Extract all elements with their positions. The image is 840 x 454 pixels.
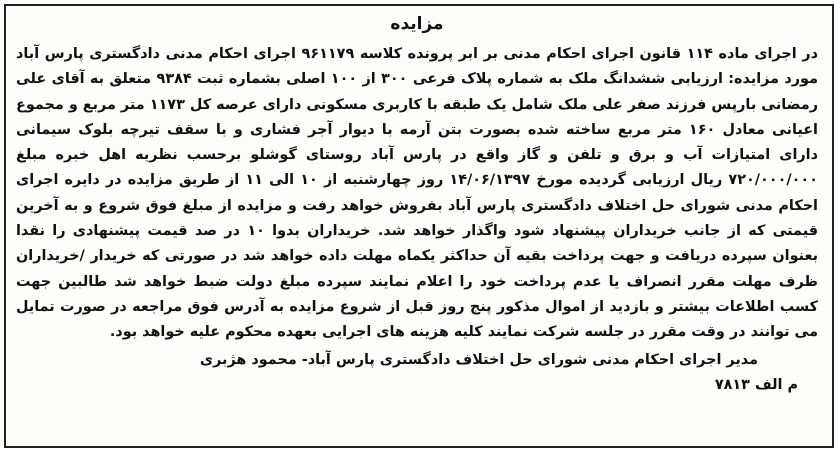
auction-notice xyxy=(4,4,834,448)
notice-body: در اجرای ماده ۱۱۴ قانون اجرای احکام مدنی بر ابر پرونده کلاسه ۹۶۱۱۷۹ اجرای احکام مدنی دادگستری پارس آباد مورد مزایده: ارزیابی ششدانگ ملک به شماره پلاک فرعی ۳۰۰ از ۱۰۰ اصلی بشماره ثبت ۹۳۸۴ متعلق به آقای علی رمضانی بارپس فرزند صفر علی ملک شامل یک طبقه با کاربری مسکونی دارای عرصه کل ۱۱۷۳ متر مربع و مجموع اعیانی معادل ۱۶۰ متر مربع ساخته شده بصورت بتن آرمه با دیوار آجر فشاری و با سقف تیرچه بلوک سیمانی دارای امتیازات آب و برق و تلفن و گاز واقع در پارس آباد روستای گوشلو برحسب نظریه اهل خبره مبلغ ۷۲۰/۰۰۰/۰۰۰ ریال ارزیابی گردیده مورخ ۱۴/۰۶/۱۳۹۷ روز چهارشنبه از ۱۰ الی ۱۱ از طریق مزایده در دایره اجرای احکام مدنی شورای حل اختلاف دادگستری پارس آباد بفروش خواهد رفت و مزایده از مبلغ فوق شروع و به آخرین قیمتی که از جانب خریداران پیشنهاد شود واگذار خواهد شد. خریداران بدوا ۱۰ در صد قیمت پیشنهادی را نقدا بعنوان سپرده دریافت و جهت پرداخت بقیه آن حداکثر یکماه مهلت داده خواهد شد در صورتی که خریدار /خریداران ظرف مهلت مقرر انصراف یا عدم پرداخت خود را اعلام نمایند سپرده مبلغ دولت ضبط خواهد شد طالبین جهت کسب اطلاعات بیشتر و بازدید از اموال مذکور پنج روز قبل از شروع مزایده به آدرس فوق مراجعه در صورت تمایل می توانند در وقت مقرر در جلسه شرکت نمایند کلیه هزینه های اجرایی بعهده محکوم علیه خواهد بود. xyxy=(16,46,818,341)
notice-title: مزایده xyxy=(390,14,444,34)
notice-code: م الف ۷۸۱۳ xyxy=(714,376,798,393)
notice-signature: مدیر اجرای احکام مدنی شورای حل اختلاف دادگستری پارس آباد- محمود هژبری xyxy=(199,351,758,368)
